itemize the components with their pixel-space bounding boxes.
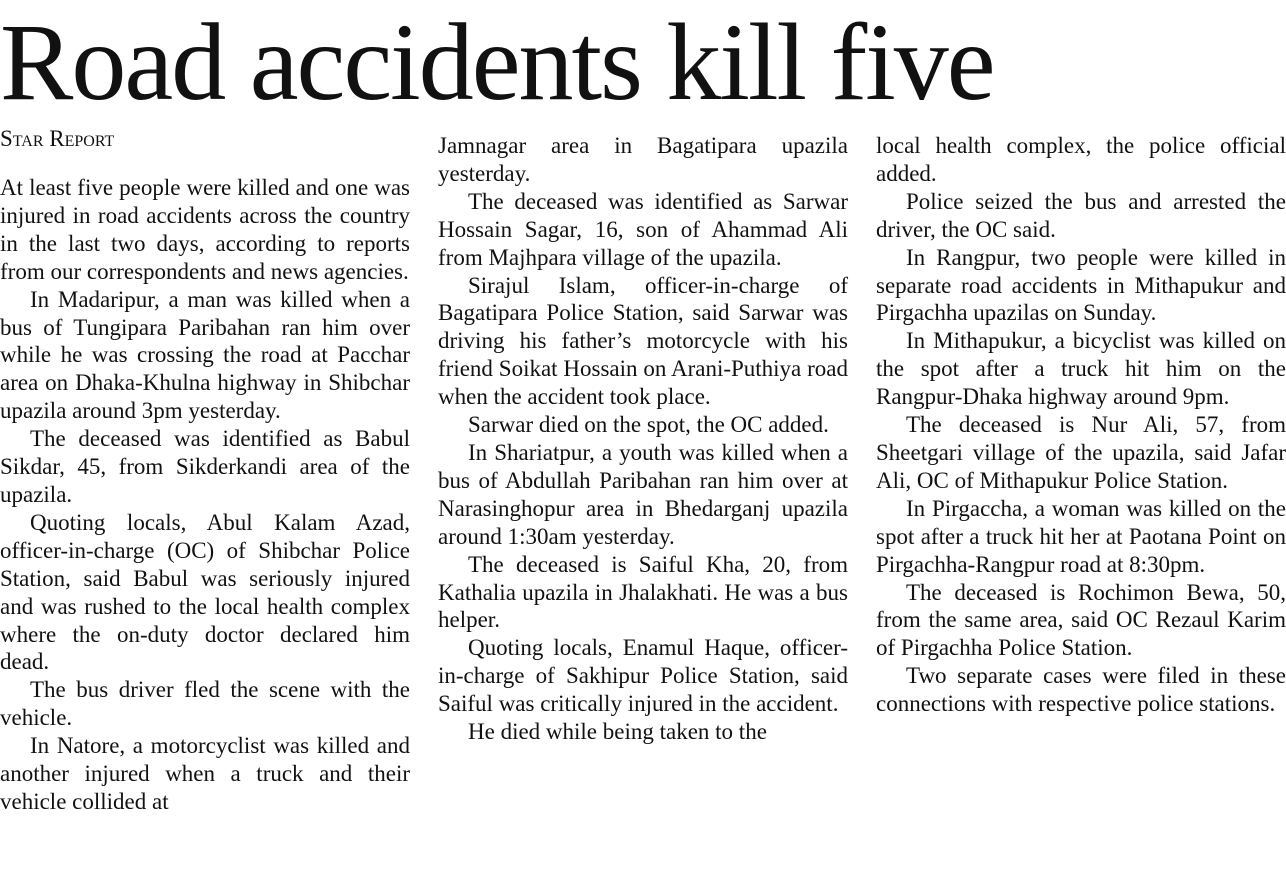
paragraph: Sarwar died on the spot, the OC added. [468,412,829,438]
paragraph: The bus driver fled the scene with the vehicle. [0,677,410,731]
article-column-2 [438,132,848,746]
paragraph: In Natore, a motorcyclist was killed and another injured when a truck and their vehicle collided at [0,733,410,814]
paragraph: He died while being taken to the [468,719,767,745]
paragraph: Two separate cases were filed in these connections with respective police stations. [876,663,1286,717]
paragraph: At least five people were killed and one was injured in road accidents across the country in the last two days, according to reports from our correspondents and news agencies. [0,175,410,284]
paragraph: The deceased was identified as Sarwar Hossain Sagar, 16, son of Ahammad Ali from Majhpara village of the upazila. [438,188,848,270]
paragraph: Quoting locals, Enamul Haque, officer-in-charge of Sakhipur Police Station, said Saiful was critically injured in the accident. [438,635,848,717]
paragraph: Quoting locals, Abul Kalam Azad, officer-in-charge (OC) of Shibchar Police Station, said Babul was seriously injured and was rushed to the local health complex where the on-duty doctor declared him dead. [0,509,410,675]
paragraph: local health complex, the police official added. [876,133,1286,186]
paragraph: In Shariatpur, a youth was killed when a bus of Abdullah Paribahan ran him over at Narasinghopur area in Bhedarganj upazila around 1:30am yesterday. [438,439,848,549]
paragraph: In Pirgaccha, a woman was killed on the spot after a truck hit her at Paotana Point on Pirgachha-Rangpur road at 8:30pm. [876,495,1286,577]
paragraph: Police seized the bus and arrested the driver, the OC said. [876,188,1286,242]
paragraph: Jamnagar area in Bagatipara upazila yesterday. [438,133,848,186]
paragraph: The deceased was identified as Babul Sikdar, 45, from Sikderkandi area of the upazila. [0,426,410,507]
paragraph: The deceased is Rochimon Bewa, 50, from the same area, said OC Rezaul Karim of Pirgachha Police Station. [876,579,1286,661]
paragraph: The deceased is Saiful Kha, 20, from Kathalia upazila in Jhalakhati. He was a bus helper. [438,551,848,633]
byline: Star Report [0,126,115,151]
paragraph: In Madaripur, a man was killed when a bus of Tungipara Paribahan ran him over while he was crossing the road at Pacchar area on Dhaka-Khulna highway in Shibchar upazila around 3pm yesterday. [0,286,410,424]
article-column-1 [0,174,410,816]
paragraph: The deceased is Nur Ali, 57, from Sheetgari village of the upazila, said Jafar Ali, OC of Mithapukur Police Station. [876,412,1286,493]
paragraph: In Rangpur, two people were killed in separate road accidents in Mithapukur and Pirgachha upazilas on Sunday. [876,244,1286,326]
paragraph: In Mithapukur, a bicyclist was killed on the spot after a truck hit him on the Rangpur-Dhaka highway around 9pm. [876,328,1286,410]
headline: Road accidents kill five [0,1,994,123]
article-column-3 [876,132,1286,718]
paragraph: Sirajul Islam, officer-in-charge of Bagatipara Police Station, said Sarwar was driving his father’s motorcycle with his friend Soikat Hossain on Arani-Puthiya road when the accident took place. [438,272,848,410]
